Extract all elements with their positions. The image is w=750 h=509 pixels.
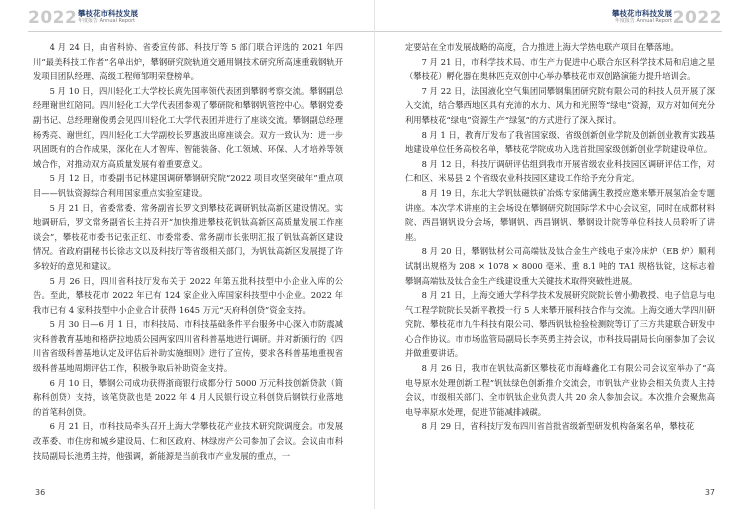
- page-number: 37: [704, 488, 715, 497]
- paragraph: 5 月 26 日，四川省科技厅发布关于 2022 年第五批科技型中小企业入库的公告。至此，攀枝花市 2022 年已有 124 家企业入库国家科技型中小企业。2022 年我市已有 4 家科技型中小企业合计获得 1645 万元“天府科创贷”资金支持。: [33, 275, 343, 315]
- header-title: 攀枝花市科技发展: [78, 9, 138, 18]
- header-title-block: [78, 9, 138, 25]
- paragraph: 4 月 24 日，由省科协、省委宣传部、科技厅等 5 部门联合评选的 2021 年四川“最美科技工作者”名单出炉，攀钢研究院轨道交通用钢技术研究所高速重载钢轨开发项目团队经理、高级工程师邹明荣登榜单。: [33, 42, 343, 82]
- paragraph: 8 月 19 日，东北大学钒钛磁铁矿冶炼专家储满生教授应邀来攀开展氢冶金专题讲座。本次学术讲座的主会场设在攀钢研究院国际学术中心会议室，同时在成都材料院、西昌钢钒设分会场，攀钢钒、西昌钢钒、攀钢设计院等单位科技人员聆听了讲座。: [405, 187, 715, 242]
- paragraph: 5 月 10 日，四川轻化工大学校长庹先国率领代表团到攀钢考察交流。攀钢副总经理谢世红陪同。四川轻化工大学代表团参观了攀研院和攀钢钒管控中心。攀钢党委副书记、总经理谢俊勇会见四川轻化工大学代表团并进行了座谈交流。攀钢副总经理杨秀亮、谢世红，四川轻化工大学副校长罗惠波出席座谈会。双方一致认为：进一步巩固既有的合作成果，深化在人才智库、智能装备、化工领域、环保、人才培养等领域合作，对推动双方高质量发展有着重要意义。: [33, 85, 343, 169]
- paragraph: 6 月 21 日，市科技局牵头召开上海大学攀枝花产业技术研究院调度会。市发展改革委、市住房和城乡建设局、仁和区政府、林绿房产公司参加了会议。会议由市科技局副局长池勇主持，他强调，新能源是当前我市产业发展的重点，一: [33, 421, 343, 461]
- paragraph-continued: 定要站在全市发展战略的高度，合力推进上海大学热电联产项目在攀落地。: [405, 42, 679, 52]
- header-title: 攀枝花市科技发展: [612, 9, 672, 18]
- header-subtitle: 年度报告 Annual Report: [78, 18, 136, 24]
- paragraph: 7 月 22 日，法国液化空气集团同攀钢集团研究院有限公司的科技人员开展了深入交流，结合攀西地区具有充沛的水力、风力和光照等“绿电”资源，双方对如何充分利用攀枝花“绿电”资源生产“绿氢”的方式进行了深入探讨。: [405, 85, 715, 125]
- right-page: [375, 0, 750, 509]
- header-year: 2022: [672, 8, 722, 28]
- paragraph: 8 月 26 日，我市在钒钛高新区攀枝花市海峰鑫化工有限公司会议室举办了“高电导原水处理创新工程”钒钛绿色创新推介交流会，市钒钛产业协会相关负责人主持会议，市级相关部门、全市钒钛企业负责人共 20 余人参加会议。本次推介会聚焦高电导率原水处理，促进节能减排减碳。: [405, 363, 715, 417]
- paragraph: 7 月 21 日，市科学技术局、市生产力促进中心联合东区科学技术局和启迪之星（攀枝花）孵化器在奥林匹克双创中心举办攀枝花市双创路演能力提升培训会。: [405, 56, 715, 82]
- header-rule: [375, 31, 722, 32]
- page-header: [375, 0, 722, 36]
- header-title-block: [612, 9, 672, 25]
- paragraph: 5 月 12 日，市委副书记林建国调研攀钢研究院“2022 项目攻坚突破年”重点项目——钒钛资源综合利用国家重点实验室建设。: [33, 173, 343, 198]
- header-subtitle: 年度报告 Annual Report: [614, 18, 672, 24]
- paragraph: 5 月 21 日，省委常委、常务副省长罗文到攀枝花调研钒钛高新区建设情况。实地调研后，罗文常务副省长主持召开“加快推进攀枝花钒钛高新区高质量发展工作座谈会”，攀枝花市委书记张正红、市委常委、常务副市长张明汇报了钒钛高新区建设情况。省政府副秘书长徐志文以及科技厅等省级相关部门，为钒钛高新区发展提了许多较好的意见和建议。: [33, 202, 343, 271]
- paragraph: 5 月 30 日—6 月 1 日，市科技局、市科技基础条件平台服务中心深入市防震减灾科普教育基地和格萨拉地质公园两家四川省科普基地进行调研。并对新颁行的《四川省省级科普基地认定及评估后补助实施细则》进行了宣传，要求各科普基地重视省级科普基地周期评估工作，积极争取后补助资金支持。: [33, 319, 343, 374]
- paragraph: 8 月 12 日，科技厅调研评估组到我市开展省级农业科技园区调研评估工作，对仁和区、米易县 2 个省级农业科技园区建设工作给予充分肯定。: [405, 158, 715, 184]
- paragraph: 8 月 20 日，攀钢钛材公司高端钛及钛合金生产线电子束冷床炉（EB 炉）顺利试制出规格为 208 × 1078 × 8000 毫米、重 8.1 吨的 TA1 规格钛锭，这标志着攀钢高端钛及钛合金生产线建设重大关键技术取得突破性进展。: [405, 246, 715, 286]
- page-header: [28, 0, 375, 36]
- left-body-text: [33, 40, 343, 463]
- page-number: 36: [35, 488, 46, 497]
- header-rule: [28, 31, 375, 32]
- paragraph: 8 月 21 日，上海交通大学科学技术发展研究院院长曾小勤教授、电子信息与电气工程学院院长吴新平教授一行 5 人来攀开展科技合作与交流。上海交通大学四川研究院、攀枝花市九牛科技有限公司、攀西钒钛检验检测院等订了三方共建联合研发中心合作协议。市市场监管局副局长李英勇主持会议，市科技局副局长向丽参加了会议并做重要讲话。: [405, 290, 715, 359]
- paragraph: 8 月 1 日，教育厅发布了我省国家级、省级创新创业学院及创新创业教育实践基地建设单位任务高校名单，攀枝花学院成功入选首批国家级创新创业学院建设单位。: [405, 129, 715, 155]
- right-body-text: [405, 40, 715, 434]
- paragraph: 6 月 10 日，攀钢公司成功获得浙商银行成都分行 5000 万元科技创新贷款（简称科创贷）支持，该笔贷款也是 2022 年 4 月人民银行设立科创贷后钢铁行业落地的首笔科创贷。: [33, 377, 343, 417]
- header-year: 2022: [28, 8, 78, 28]
- paragraph: 8 月 29 日，省科技厅发布四川省首批省级新型研发机构备案名单，攀枝花: [421, 421, 695, 432]
